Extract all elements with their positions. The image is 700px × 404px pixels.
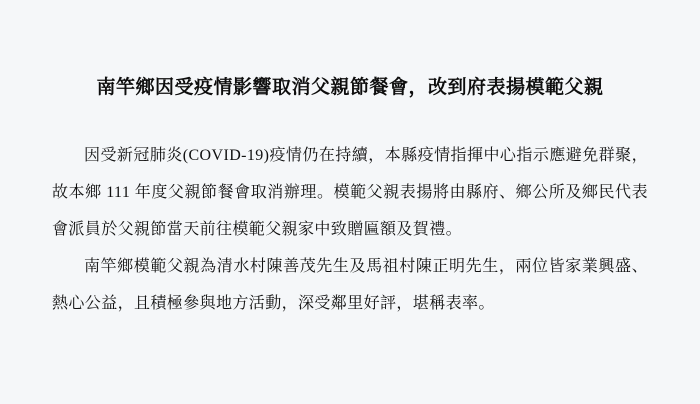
document-body — [52, 137, 648, 322]
page-title: 南竿鄉因受疫情影響取消父親節餐會，改到府表揚模範父親 — [96, 77, 604, 98]
body-paragraph: 因受新冠肺炎(COVID-19)疫情仍在持續，本縣疫情指揮中心指示應避免群聚，故本鄉 111 年度父親節餐會取消辦理。模範父親表揚將由縣府、鄉公所及鄉民代表會派員於父親節當天前往模範父親家中致贈匾額及賀禮。 — [52, 147, 648, 238]
body-paragraph: 南竿鄉模範父親為清水村陳善茂先生及馬祖村陳正明先生，兩位皆家業興盛、熱心公益，且積極參與地方活動，深受鄰里好評，堪稱表率。 — [52, 258, 648, 312]
